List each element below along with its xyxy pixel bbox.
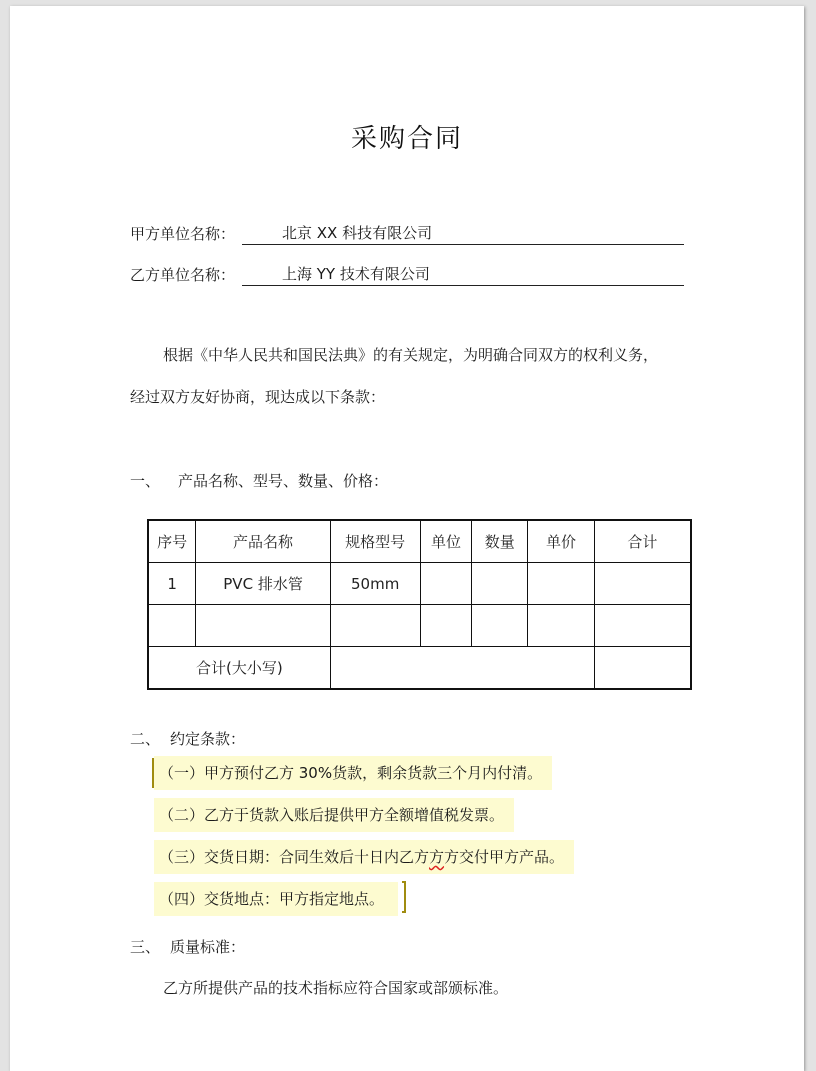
section-3-number: 三、	[130, 938, 161, 956]
table-cell[interactable]	[594, 563, 691, 605]
document-title: 采购合同	[350, 124, 463, 154]
table-header-cell: 序号	[148, 520, 196, 563]
party-b-row	[130, 263, 430, 287]
section-1-heading	[130, 470, 388, 491]
clause-3-text-a: （三）交货日期：合同生效后十日内乙方	[159, 848, 430, 866]
table-cell[interactable]	[420, 605, 472, 647]
section-2-title: 约定条款：	[170, 730, 246, 748]
clause-3	[154, 840, 574, 874]
table-row	[148, 605, 691, 647]
table-header-cell: 规格型号	[330, 520, 420, 563]
table-cell[interactable]: PVC 排水管	[196, 563, 330, 605]
clause-3-spelling-flag[interactable]: 方	[429, 848, 445, 866]
table-cell[interactable]	[528, 605, 595, 647]
section-2-heading	[130, 728, 245, 749]
table-cell[interactable]	[420, 563, 472, 605]
table-header-row	[148, 520, 691, 563]
table-header-cell: 单价	[528, 520, 595, 563]
comment-bracket-end	[402, 881, 406, 913]
clause-4: （四）交货地点：甲方指定地点。	[154, 882, 398, 916]
table-header-cell: 单位	[420, 520, 472, 563]
intro-line-2: 经过双方友好协商，现达成以下条款：	[130, 388, 386, 406]
clause-1: （一）甲方预付乙方 30%货款，剩余货款三个月内付清。	[154, 756, 552, 790]
table-header-cell: 产品名称	[196, 520, 330, 563]
table-total-sum[interactable]	[594, 647, 691, 690]
table-total-amount[interactable]	[330, 647, 594, 690]
clause-3-text-b: 方交付甲方产品。	[444, 848, 565, 866]
section-3-title: 质量标准：	[170, 938, 246, 956]
section-1-number: 一、	[130, 472, 161, 490]
section-3-heading	[130, 936, 245, 957]
clause-2: （二）乙方于货款入账后提供甲方全额增值税发票。	[154, 798, 514, 832]
table-cell[interactable]	[472, 563, 528, 605]
intro-line-1: 根据《中华人民共和国民法典》的有关规定，为明确合同双方的权利义务，	[163, 346, 659, 364]
section-1-title: 产品名称、型号、数量、价格：	[178, 472, 389, 490]
table-cell[interactable]: 1	[148, 563, 196, 605]
product-table	[147, 519, 692, 690]
party-a-label: 甲方单位名称：	[130, 225, 236, 243]
section-2-number: 二、	[130, 730, 161, 748]
table-cell[interactable]	[594, 605, 691, 647]
table-cell[interactable]	[528, 563, 595, 605]
table-cell[interactable]	[196, 605, 330, 647]
quality-standard-text: 乙方所提供产品的技术指标应符合国家或部颁标准。	[163, 979, 509, 997]
table-header-cell: 数量	[472, 520, 528, 563]
table-header-cell: 合计	[594, 520, 691, 563]
table-row	[148, 563, 691, 605]
table-cell[interactable]	[472, 605, 528, 647]
party-a-value[interactable]: 北京 XX 科技有限公司	[242, 222, 684, 245]
table-cell[interactable]	[148, 605, 196, 647]
document-page	[10, 6, 804, 1071]
party-a-row	[130, 222, 433, 246]
table-cell[interactable]: 50mm	[330, 563, 420, 605]
table-total-row	[148, 647, 691, 690]
table-total-label: 合计(大小写)	[148, 647, 330, 690]
table-cell[interactable]	[330, 605, 420, 647]
party-b-value[interactable]: 上海 YY 技术有限公司	[242, 263, 684, 286]
party-b-label: 乙方单位名称：	[130, 266, 236, 284]
